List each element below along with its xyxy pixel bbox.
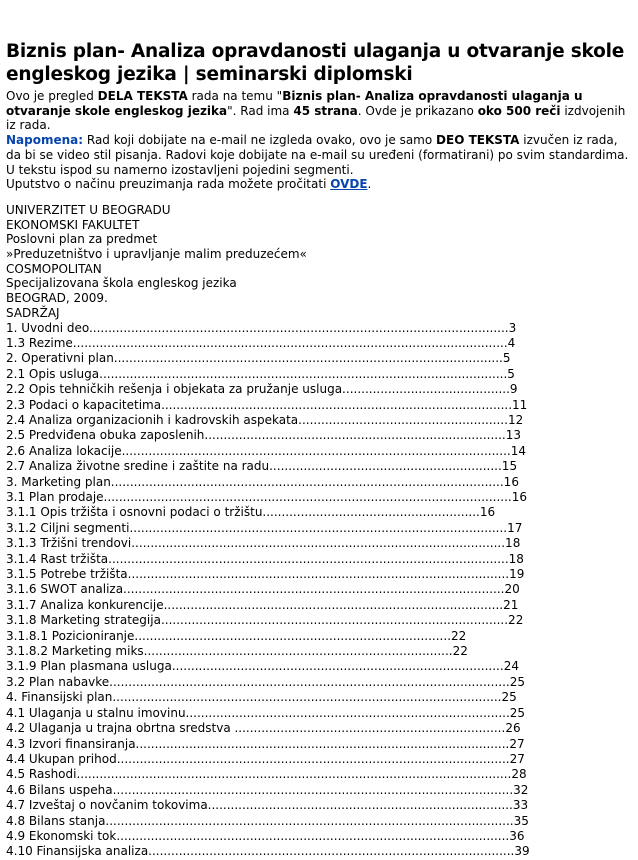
header-line: »Preduzetništvo i upravljanje malim preduzećem« [6,247,307,262]
note-bold: DEO TEKSTA [436,133,520,148]
toc-entry: 3.2 Plan nabavke.........................................................................................................25 [6,674,525,689]
toc-entry: 4.5 Rashodi..................................................................................................................28 [6,767,527,782]
header-line: BEOGRAD, 2009. [6,291,108,306]
toc-entry: 2. Operativni plan......................................................................................................5 [6,351,511,366]
intro-text: Ovo je pregled [6,89,98,103]
document-page [6,40,632,860]
toc-entry: 3.1.1 Opis tržišta i osnovni podaci o tržištu.........................................................16 [6,505,496,520]
instructions-link[interactable]: OVDE [330,177,368,192]
toc-entry: 3.1.4 Rast tržišta.........................................................................................................18 [6,551,524,566]
toc-entry: 3.1.8.1 Pozicioniranje...................................................................................22 [6,628,467,643]
header-line: Specijalizovana škola engleskog jezika [6,276,237,291]
toc-entry: 2.6 Analiza lokacije......................................................................................................14 [6,443,526,458]
toc-entry: 4.7 Izveštaj o novčanim tokovima................................................................................33 [6,798,529,813]
toc-entry: 3.1.8 Marketing strategija...........................................................................................22 [6,613,524,628]
header-line: COSMOPOLITAN [6,261,102,276]
toc-entry: 4. Finansijski plan......................................................................................................25 [6,690,517,705]
toc-entry: 4.3 Izvori finansiranja..................................................................................................27 [6,736,525,751]
intro-text: ". Rad ima [227,103,294,118]
header-line: UNIVERZITET U BEOGRADU [6,202,171,217]
note-paragraph [6,133,632,177]
intro-bold-title: Biznis plan- Analiza opravdanosti ulaganja u otvaranje skole engleskog jezika [6,89,583,118]
toc-entry: 1. Uvodni deo..............................................................................................................3 [6,320,517,335]
toc-entry: 4.2 Ulaganja u trajna obrtna sredstva .......................................................................26 [6,721,521,736]
toc-entry: 4.4 Ukupan prihod.......................................................................................................27 [6,751,525,766]
toc-heading: SADRŽAJ [6,305,60,320]
header-line: Poslovni plan za predmet [6,232,158,247]
toc-entry: 3.1.8.2 Marketing miks.................................................................................22 [6,644,468,659]
intro-text: rada na temu " [187,89,283,103]
note-label: Napomena: [6,133,84,148]
page-count: 45 strana [293,103,358,118]
header-line: EKONOMSKI FAKULTET [6,217,140,232]
toc-entry: 4.9 Ekonomski tok.......................................................................................................36 [6,828,525,843]
toc-entry: 4.1 Ulaganja u stalnu imovinu.....................................................................................25 [6,705,526,720]
intro-bold: DELA TEKSTA [97,89,188,103]
intro-section [6,89,632,192]
instructions-text: . [367,177,372,192]
toc-entry: 3.1.6 SWOT analiza....................................................................................................20 [6,582,520,597]
toc-entry: 2.1 Opis usluga...........................................................................................................5 [6,366,515,381]
intro-text: . Ovde je prikazano [357,103,478,118]
toc-entry: 2.7 Analiza životne sredine i zaštite na radu.............................................................15 [6,459,518,474]
toc-entry: 3.1 Plan prodaje...........................................................................................................16 [6,490,527,505]
toc-entry: 3.1.9 Plan plasmana usluga.......................................................................................24 [6,659,519,674]
toc-entry: 3.1.2 Ciljni segmenti...................................................................................................17 [6,520,523,535]
toc-entry: 2.3 Podaci o kapacitetima............................................................................................11 [6,397,528,412]
intro-paragraph [6,89,632,133]
toc-entry: 3.1.3 Tržišni trendovi..................................................................................................18 [6,536,521,551]
toc-entry: 2.2 Opis tehničkih rešenja i objekata za pružanje usluga............................................9 [6,382,518,397]
document-header [6,203,632,321]
note-text: Rad koji dobijate na e-mail ne izgleda ovako, ovo je samo [83,133,437,148]
intro-text: izdvojenih iz rada. [6,103,626,133]
toc-entry: 3. Marketing plan.......................................................................................................16 [6,474,519,489]
toc-entry: 4.10 Finansijska analiza................................................................................................39 [6,844,530,859]
instructions-paragraph [6,177,632,192]
toc-entry: 2.5 Predviđena obuka zaposlenih...............................................................................13 [6,428,522,443]
word-count: oko 500 reči [477,103,561,118]
toc-entry: 2.4 Analiza organizacionih i kadrovskih aspekata.......................................................12 [6,412,524,427]
note-text: izvučen iz rada, da bi se video stil pisanja. Radovi koje dobijate na e-mail su uređeni (formatirani) po svim standardima. U tekstu ispod su namerno izostavljeni pojedini segmenti. [6,133,629,177]
instructions-text: Uputstvo o načinu preuzimanja rada možete pročitati [6,177,331,192]
toc-entry: 1.3 Rezime..................................................................................................................4 [6,335,516,350]
page-title: Biznis plan- Analiza opravdanosti ulaganja u otvaranje skole engleskog jezika | seminarski diplomski [6,41,625,85]
toc-entry: 4.8 Bilans stanja...........................................................................................................35 [6,813,529,828]
toc-entry: 3.1.7 Analiza konkurencije.........................................................................................21 [6,597,519,612]
table-of-contents [6,321,632,860]
toc-entry: 4.6 Bilans uspeha.........................................................................................................32 [6,782,529,797]
toc-entry: 3.1.5 Potrebe tržišta....................................................................................................19 [6,567,525,582]
